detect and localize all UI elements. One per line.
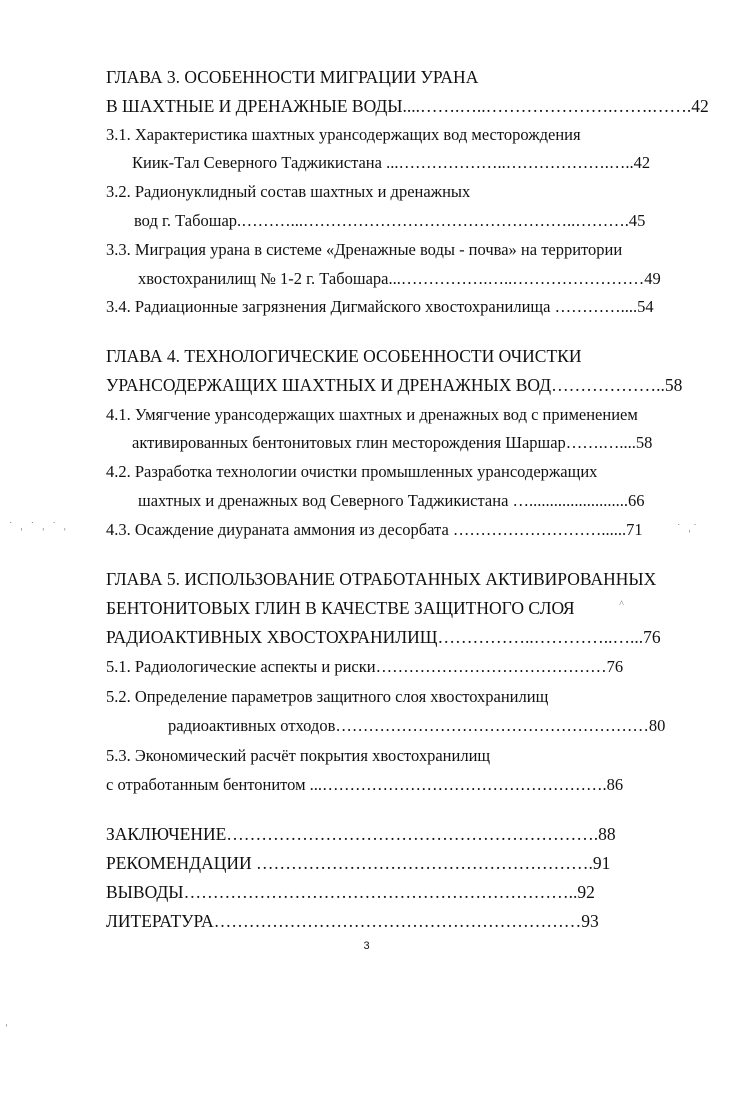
- s3-3-b: хвостохранилищ № 1-2 г. Табошара...…………….…..……………………49: [138, 269, 661, 288]
- ch5-title-1: ГЛАВА 5. ИСПОЛЬЗОВАНИЕ ОТРАБОТАННЫХ АКТИВИРОВАННЫХ: [106, 569, 657, 589]
- s3-2-b: вод г. Табошар.………...…………………………………………..……….45: [134, 211, 646, 230]
- page-number: 3: [363, 940, 370, 952]
- s5-2-b: радиоактивных отходов…………………………………………………80: [168, 716, 666, 735]
- s4-2-a: 4.2. Разработка технологии очистки промышленных урансодержащих: [106, 462, 598, 481]
- scan-noise-left: ˙ ˌ ˙ ˌ ˙ ˌ: [8, 522, 68, 532]
- ch5-title-3: РАДИОАКТИВНЫХ ХВОСТОХРАНИЛИЩ……………..…………..…...76: [106, 627, 661, 647]
- ch4-title-2: УРАНСОДЕРЖАЩИХ ШАХТНЫХ И ДРЕНАЖНЫХ ВОД………………..58: [106, 375, 683, 395]
- s3-4: 3.4. Радиационные загрязнения Дигмайского хвостохранилища …………....54: [106, 297, 654, 316]
- toc-recommendations: РЕКОМЕНДАЦИИ ………………………………………………….91: [106, 853, 611, 873]
- s4-3: 4.3. Осаждение диураната аммония из десорбата ………………………......71: [106, 520, 643, 539]
- toc-conclusion: ЗАКЛЮЧЕНИЕ……………………………………………………….88: [106, 824, 616, 844]
- s5-3-a: 5.3. Экономический расчёт покрытия хвостохранилищ: [106, 746, 491, 765]
- s4-1-a: 4.1. Умягчение урансодержащих шахтных и дренажных вод с применением: [106, 405, 638, 424]
- s3-1-a: 3.1. Характеристика шахтных урансодержащих вод месторождения: [106, 125, 581, 144]
- s5-1: 5.1. Радиологические аспекты и риски……………………………………76: [106, 657, 624, 676]
- ch3-title-2: В ШАХТНЫЕ И ДРЕНАЖНЫЕ ВОДЫ....…….…..………………….…….…….42: [106, 96, 709, 116]
- s5-2-a: 5.2. Определение параметров защитного слоя хвостохранилищ: [106, 687, 549, 706]
- toc-findings: ВЫВОДЫ…………………………………………………………..92: [106, 882, 595, 902]
- ch4-title-1: ГЛАВА 4. ТЕХНОЛОГИЧЕСКИЕ ОСОБЕННОСТИ ОЧИСТКИ: [106, 346, 582, 366]
- s4-1-b: активированных бентонитовых глин месторождения Шаршар…….…....58: [132, 433, 653, 452]
- scan-noise-corner: ˌ: [4, 1018, 10, 1028]
- scan-noise-dot: ˄: [619, 599, 625, 609]
- toc-literature: ЛИТЕРАТУРА………………………………………………………93: [106, 911, 599, 931]
- ch5-title-2: БЕНТОНИТОВЫХ ГЛИН В КАЧЕСТВЕ ЗАЩИТНОГО СЛОЯ: [106, 598, 575, 618]
- s4-2-b: шахтных и дренажных вод Северного Таджикистана …........................66: [138, 491, 645, 510]
- s3-1-b: Киик-Тал Северного Таджикистана ...………………..……………….…..42: [132, 153, 651, 172]
- ch3-title-1: ГЛАВА 3. ОСОБЕННОСТИ МИГРАЦИИ УРАНА: [106, 67, 479, 87]
- s5-3-b: с отработанным бентонитом ...…………………………………………….86: [106, 775, 624, 794]
- scan-noise-right: ˙ ˌ˙: [676, 524, 698, 534]
- s3-2-a: 3.2. Радионуклидный состав шахтных и дренажных: [106, 182, 471, 201]
- s3-3-a: 3.3. Миграция урана в системе «Дренажные воды - почва» на территории: [106, 240, 623, 259]
